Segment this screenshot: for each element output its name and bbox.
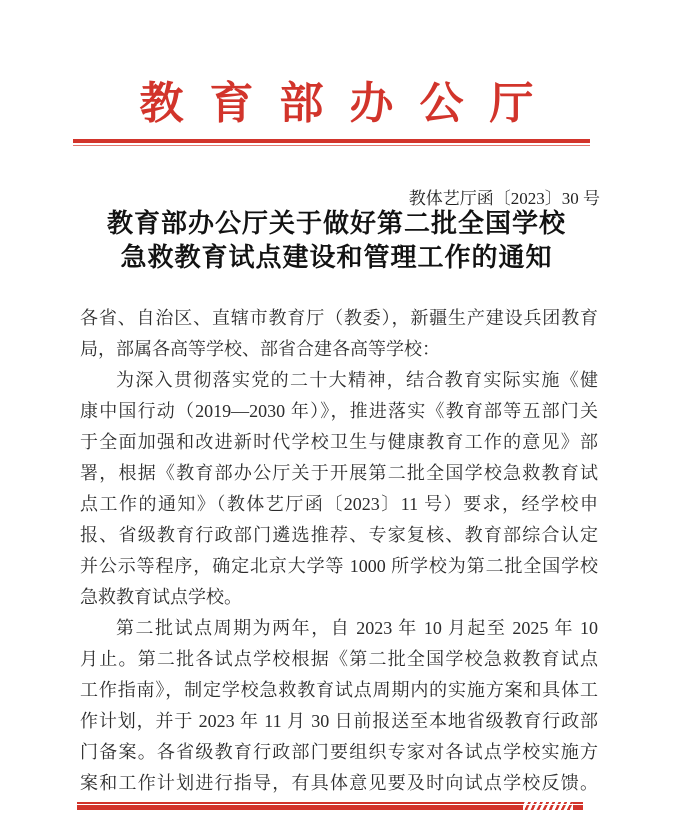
footer-rule <box>77 802 583 810</box>
doc-number: 教体艺厅函〔2023〕30 号 <box>408 189 600 208</box>
body-line: 署，根据《教育部办公厅关于开展第二批全国学校急救教育试 <box>80 463 598 483</box>
footer-rule-thick <box>77 805 583 810</box>
body-line: 各省、自治区、直辖市教育厅（教委），新疆生产建设兵团教育 <box>80 308 598 328</box>
body-line: 工作指南》，制定学校急救教育试点周期内的实施方案和具体工 <box>80 680 598 700</box>
body-line: 于全面加强和改进新时代学校卫生与健康教育工作的意见》部 <box>80 432 598 452</box>
letterhead-rule-thick <box>73 139 590 143</box>
notice-title-line2: 急救教育试点建设和管理工作的通知 <box>120 243 553 272</box>
body-line: 报、省级教育行政部门遴选推荐、专家复核、教育部综合认定 <box>80 525 598 545</box>
body-line: 为深入贯彻落实党的二十大精神，结合教育实际实施《健 <box>116 370 598 390</box>
scan-watermark-hatch <box>523 800 573 812</box>
notice-title-line1: 教育部办公厅关于做好第二批全国学校 <box>106 209 566 238</box>
document-body <box>80 303 598 799</box>
body-line: 门备案。各省级教育行政部门要组织专家对各试点学校实施方 <box>80 742 598 762</box>
body-line: 局，部属各高等学校、部省合建各高等学校： <box>80 339 440 359</box>
body-line: 并公示等程序，确定北京大学等 1000 所学校为第二批全国学校 <box>80 556 598 576</box>
body-line: 案和工作计划进行指导，有具体意见要及时向试点学校反馈。 <box>80 773 598 793</box>
footer-rule-thin <box>77 802 583 804</box>
body-line: 急救教育试点学校。 <box>80 587 242 607</box>
body-line: 点工作的通知》（教体艺厅函〔2023〕11 号）要求，经学校申 <box>80 494 598 514</box>
body-line: 月止。第二批各试点学校根据《第二批全国学校急救教育试点 <box>80 649 598 669</box>
notice-title <box>0 207 673 275</box>
body-line: 康中国行动（2019—2030 年）》，推进落实《教育部等五部门关 <box>80 401 598 421</box>
body-line: 作计划，并于 2023 年 11 月 30 日前报送至本地省级教育行政部 <box>80 711 598 731</box>
letterhead-rule <box>73 139 590 146</box>
body-line: 第二批试点周期为两年，自 2023 年 10 月起至 2025 年 10 <box>116 618 598 638</box>
letterhead-rule-thin <box>73 145 590 146</box>
letterhead-title: 教育部办公厅 <box>139 79 560 128</box>
